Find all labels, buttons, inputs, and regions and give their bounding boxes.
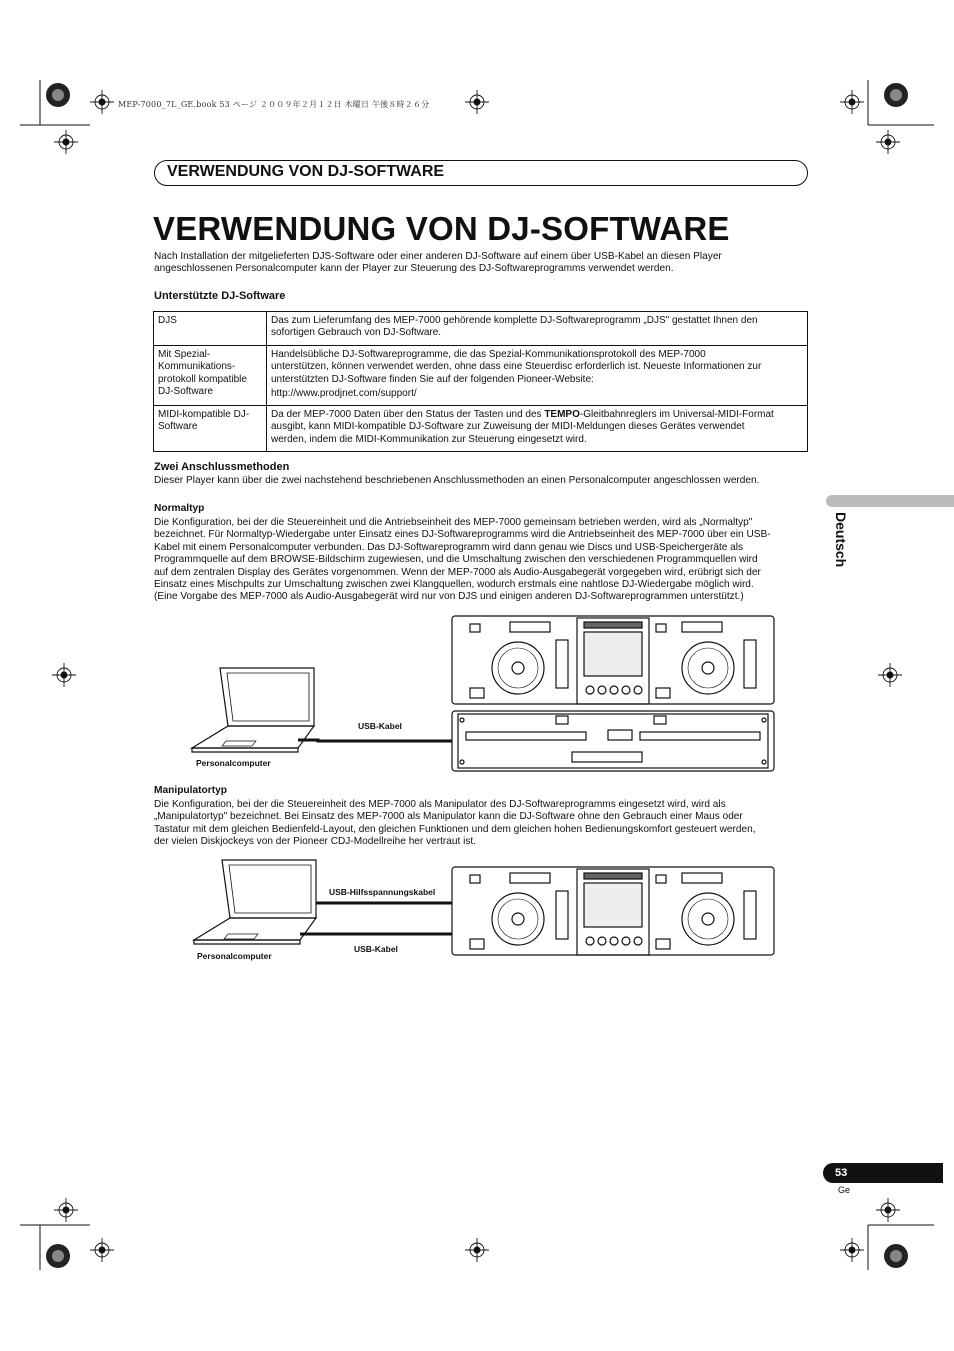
page-language-code: Ge (838, 1185, 851, 1195)
section-bar-title: VERWENDUNG VON DJ-SOFTWARE (167, 163, 445, 180)
table-row (154, 312, 808, 346)
language-tab (826, 495, 954, 507)
normal-heading: Normaltyp (154, 503, 205, 514)
control-unit-icon (452, 616, 774, 704)
usb-cable-label: USB-Kabel (358, 721, 402, 731)
section-bar (154, 160, 808, 186)
print-header: MEP-7000_7L_GE.book 53 ページ ２００９年２月１２日 木曜日 午後８時２６分 (118, 100, 430, 109)
software-name-cell: Mit Spezial- Kommunikations- protokoll kompatible DJ-Software (154, 346, 267, 406)
software-desc-cell: Das zum Lieferumfang des MEP-7000 gehörende komplette DJ-Softwareprogramm „DJS" gestattet Ihnen den sofortigen Gebrauch von DJ-Software. (267, 312, 808, 346)
laptop-icon (192, 668, 314, 752)
intro-paragraph: Nach Installation der mitgelieferten DJS-Software oder einer anderen DJ-Software auf einem über USB-Kabel an diesen Player angeschlossenen Personalcomputer kann der Player zur Steuerung des DJ-Softwareprogramms verwendet werden. (154, 251, 722, 275)
usb-cable-label: USB-Kabel (354, 944, 398, 954)
software-desc-cell: Handelsübliche DJ-Softwareprogramme, die das Spezial-Kommunikationsprotokoll des MEP-7000 unterstützen, können verwendet werden, ohne dass eine Steuerdisc erforderlich ist. Neueste Informationen zur unterstützten DJ-Software finden Sie auf der folgenden Pioneer-Website: http://www.prodjnet.com/support/ (267, 346, 808, 406)
software-name-cell: DJS (154, 312, 267, 346)
normal-paragraph: Die Konfiguration, bei der die Steuereinheit und die Antriebseinheit des MEP-7000 gemeinsam betrieben werden, wird als „Normaltyp" bezeichnet. Für Normaltyp-Wiedergabe unter Einsatz eines DJ-Softwareprogramms wird die Antriebseinheit des MEP-7000 über ein USB- Kabel mit einem Personalcomputer verbunden. Das DJ-Softwareprogramm wird dann genau wie Discs und USB-Speichergeräte als Programmquelle auf dem BROWSE-Bildschirm zugewiesen, und die Umschaltung zwischen den verschiedenen Programmquellen wird auf dem zentralen Display des Gerätes vorgenommen. Wenn der MEP-7000 als Audio-Ausgabegerät vorgegeben wird, erübrigt sich der Einsatz eines Mischpults zur Umschaltung zwischen zwei Klangquellen, wodurch erstmals eine nahtlose DJ-Wiedergabe möglich wird. (Eine Vorgabe des MEP-7000 als Audio-Ausgabegerät wird nur von DJS und einigen anderen DJ-Softwareprogrammen unterstützt.) (154, 517, 771, 603)
manipulator-paragraph: Die Konfiguration, bei der die Steuereinheit des MEP-7000 als Manipulator des DJ-Softwareprogramms eingesetzt wird, wird als „Manipulatortyp" bezeichnet. Bei Einsatz des MEP-7000 als Manipulator kann die DJ-Software ohne den Gebrauch einer Maus oder Tastatur mit dem gleichen Bedienfeld-Layout, den gleichen Funktionen und dem gleichen hohen Bedienungskomfort gesteuert werden, der vielen Diskjockeys von der Pioneer CDJ-Modellreihe her vertraut ist. (154, 799, 756, 848)
manipulator-heading: Manipulatortyp (154, 785, 228, 796)
supported-software-heading: Unterstützte DJ-Software (154, 290, 286, 302)
table-row (154, 346, 808, 406)
language-label: Deutsch (833, 512, 849, 568)
software-name-cell: MIDI-kompatible DJ- Software (154, 406, 267, 452)
figure-normal-connection (0, 610, 954, 780)
pc-label: Personalcomputer (197, 951, 272, 961)
methods-intro: Dieser Player kann über die zwei nachstehend beschriebenen Anschlussmethoden an einen Personalcomputer angeschlossen werden. (154, 475, 760, 486)
pc-label: Personalcomputer (196, 758, 271, 768)
page-number: 53 (823, 1163, 943, 1183)
methods-heading: Zwei Anschlussmethoden (154, 461, 290, 473)
control-unit-icon (452, 867, 774, 955)
figure-manipulator-connection (0, 855, 954, 965)
software-desc-cell: Da der MEP-7000 Daten über den Status der Tasten und des TEMPO-Gleitbahnreglers im Universal-MIDI-Format ausgibt, kann MIDI-kompatible DJ-Software zur Zuweisung der MIDI-Meldungen dieses Gerätes verwendet werden, indem die MIDI-Kommunikation zur Steuerung eingesetzt wird. (267, 406, 808, 452)
drive-unit-icon (452, 711, 774, 771)
laptop-icon (194, 860, 316, 944)
table-row (154, 406, 808, 452)
page-title: VERWENDUNG VON DJ-SOFTWARE (153, 210, 730, 247)
tempo-term: TEMPO (544, 409, 580, 421)
support-url-link[interactable]: http://www.prodjnet.com/support/ (271, 387, 417, 399)
software-table (153, 311, 808, 452)
usb-power-cable-label: USB-Hilfsspannungskabel (329, 887, 436, 897)
